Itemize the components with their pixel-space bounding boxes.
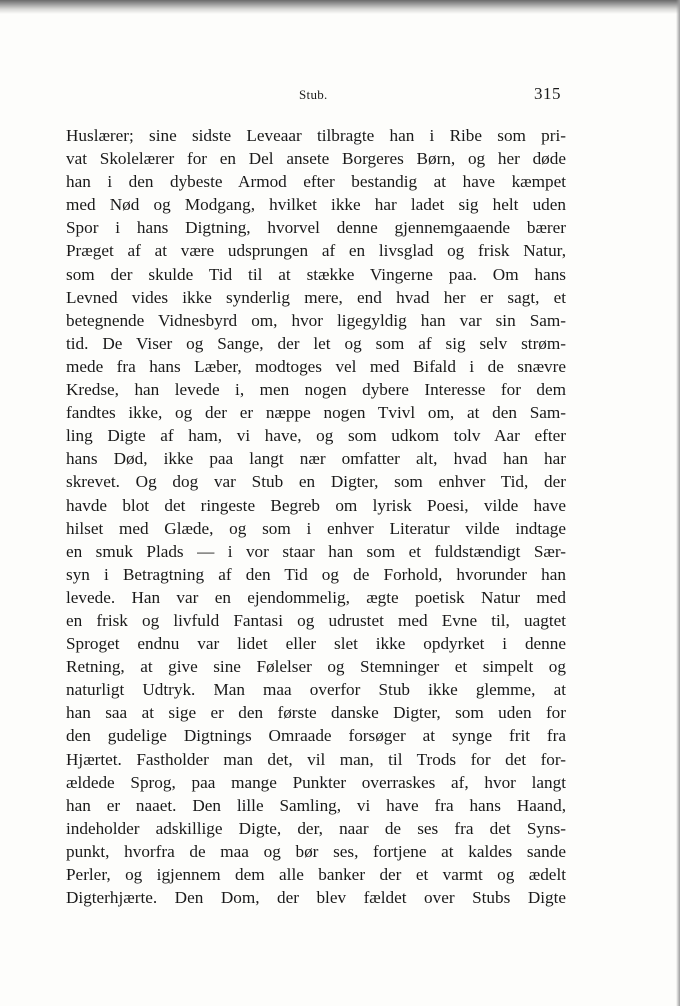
text-line: skrevet. Og dog var Stub en Digter, som enhver Tid, der [66,472,566,492]
running-head: Stub. [299,87,328,102]
text-line: fandtes ikke, og der er næppe nogen Tvivl om, at den Sam- [66,403,566,423]
body-text [66,124,566,909]
text-line: han er naaet. Den lille Samling, vi have fra hans Haand, [66,795,566,815]
text-line: indeholder adskillige Digte, der, naar de ses fra det Syns- [66,818,566,838]
text-line: Retning, at give sine Følelser og Stemninger et simpelt og [66,657,566,677]
text-line: vat Skolelærer for en Del ansete Borgeres Børn, og her døde [66,149,566,169]
text-line: mede fra hans Læber, modtoges vel med Bifald i de snævre [66,356,566,376]
text-line: levede. Han var en ejendommelig, ægte poetisk Natur med [66,587,566,607]
text-line: naturligt Udtryk. Man maa overfor Stub ikke glemme, at [66,680,566,700]
text-line: med Nød og Modgang, hvilket ikke har ladet sig helt uden [66,195,566,215]
text-line: Digterhjærte. Den Dom, der blev fældet over Stubs Digte [66,888,566,908]
text-line: den gudelige Digtnings Omraade forsøger at synge frit fra [66,726,566,746]
text-line: hilset med Glæde, og som i enhver Literatur vilde indtage [66,518,566,538]
text-line: Levned vides ikke synderlig mere, end hvad her er sagt, et [66,287,566,307]
text-line: som der skulde Tid til at stække Vingerne paa. Om hans [66,264,566,284]
text-line: han i den dybeste Armod efter bestandig at have kæmpet [66,172,566,192]
text-line: punkt, hvorfra de maa og bør ses, fortjene at kaldes sande [66,841,566,861]
text-line: Præget af at være udsprungen af en livsglad og frisk Natur, [66,241,566,261]
text-line: en smuk Plads — i vor staar han som et fuldstændigt Sær- [66,541,566,561]
text-line: han saa at sige er den første danske Digter, som uden for [66,703,566,723]
text-line: Perler, og igjennem dem alle banker der et varmt og ædelt [66,865,566,884]
text-line: Hjærtet. Fastholder man det, vil man, til Trods for det for- [66,749,566,769]
text-line: en frisk og livfuld Fantasi og udrustet med Evne til, uagtet [66,610,566,630]
text-line: Kredse, han levede i, men nogen dybere Interesse for dem [66,380,566,400]
text-line: betegnende Vidnesbyrd om, hvor ligegyldig han var sin Sam- [66,310,566,330]
page-right-edge [676,0,680,1006]
text-line: havde blot det ringeste Begreb om lyrisk Poesi, vilde have [66,495,566,515]
page-number: 315 [534,84,561,103]
text-line: Sproget endnu var lidet eller slet ikke opdyrket i denne [66,634,566,654]
text-line: ældede Sprog, paa mange Punkter overraskes af, hvor langt [66,772,566,792]
text-line: hans Død, ikke paa langt nær omfatter alt, hvad han har [66,449,566,469]
text-line: tid. De Viser og Sange, der let og som af sig selv strøm- [66,333,566,353]
text-line: Spor i hans Digtning, hvorvel denne gjennemgaaende bærer [66,218,566,238]
text-line: syn i Betragtning af den Tid og de Forhold, hvorunder han [66,564,566,584]
text-line: Huslærer; sine sidste Leveaar tilbragte han i Ribe som pri- [66,126,566,145]
text-line: ling Digte af ham, vi have, og som udkom tolv Aar efter [66,426,566,446]
page-top-edge [0,0,680,14]
